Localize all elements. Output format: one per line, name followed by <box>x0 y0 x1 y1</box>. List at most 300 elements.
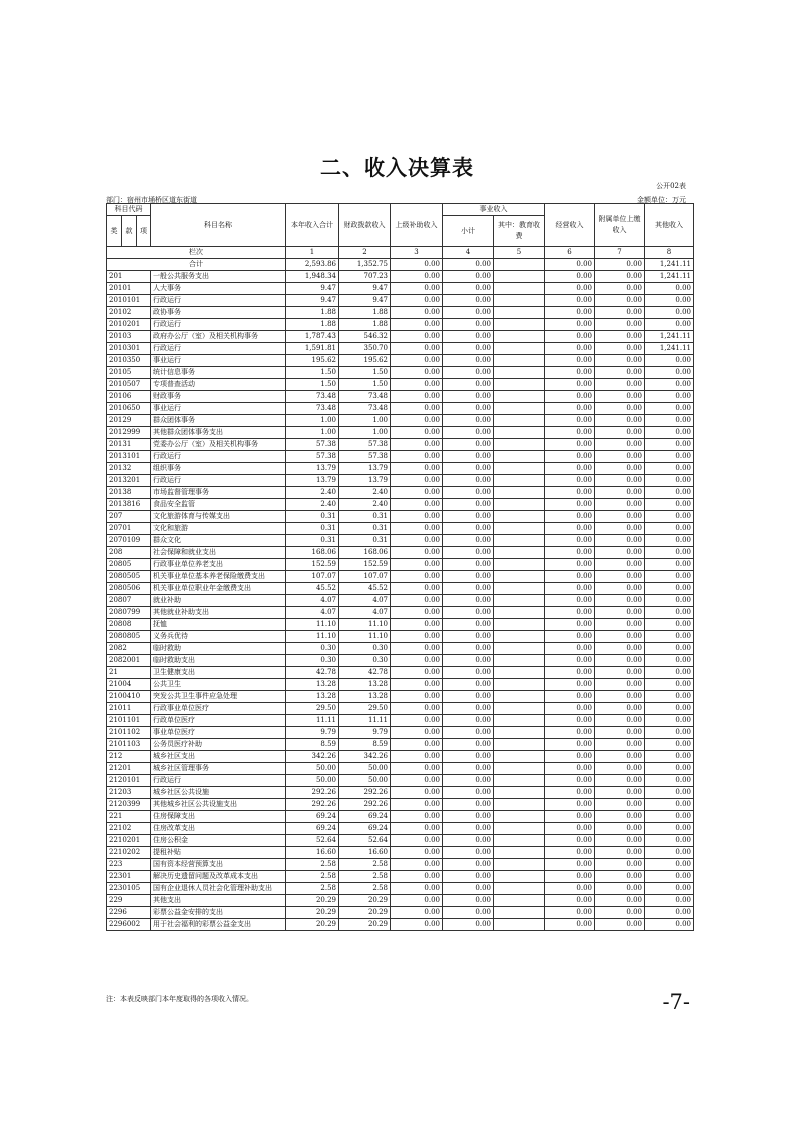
affiliated-income-cell: 0.00 <box>595 775 645 787</box>
subject-name-cell: 文化旅游体育与传媒支出 <box>151 511 286 523</box>
business-subtotal-cell: 0.00 <box>443 763 494 775</box>
other-income-cell: 0.00 <box>645 895 694 907</box>
total-cell: 0.00 <box>391 259 443 271</box>
education-fee-cell <box>494 631 545 643</box>
fiscal-appropriation-cell: 11.11 <box>339 715 391 727</box>
page-title: 二、收入决算表 <box>320 156 474 180</box>
education-fee-cell <box>494 751 545 763</box>
superior-subsidy-cell: 0.00 <box>391 751 443 763</box>
superior-subsidy-cell: 0.00 <box>391 847 443 859</box>
operating-income-cell: 0.00 <box>545 739 595 751</box>
affiliated-income-cell: 0.00 <box>595 319 645 331</box>
business-subtotal-cell: 0.00 <box>443 571 494 583</box>
business-subtotal-cell: 0.00 <box>443 367 494 379</box>
subject-name-cell: 提租补贴 <box>151 847 286 859</box>
subject-code-cell: 20103 <box>107 331 151 343</box>
subject-name-cell: 事业单位医疗 <box>151 727 286 739</box>
header-subject-name: 科目名称 <box>151 204 286 247</box>
affiliated-income-cell: 0.00 <box>595 847 645 859</box>
superior-subsidy-cell: 0.00 <box>391 667 443 679</box>
other-income-cell: 0.00 <box>645 631 694 643</box>
other-income-cell: 0.00 <box>645 379 694 391</box>
subject-name-cell: 城乡社区支出 <box>151 751 286 763</box>
subject-name-cell: 群众团体事务 <box>151 415 286 427</box>
header-other-income: 其他收入 <box>645 204 694 247</box>
fiscal-appropriation-cell: 8.59 <box>339 739 391 751</box>
header-lei: 类 <box>107 216 122 247</box>
affiliated-income-cell: 0.00 <box>595 679 645 691</box>
subject-name-cell: 机关事业单位基本养老保险缴费支出 <box>151 571 286 583</box>
operating-income-cell: 0.00 <box>545 427 595 439</box>
fiscal-appropriation-cell: 0.31 <box>339 511 391 523</box>
business-subtotal-cell: 0.00 <box>443 895 494 907</box>
total-cell: 1,241.11 <box>645 259 694 271</box>
affiliated-income-cell: 0.00 <box>595 811 645 823</box>
affiliated-income-cell: 0.00 <box>595 535 645 547</box>
total-income-cell: 50.00 <box>286 775 339 787</box>
operating-income-cell: 0.00 <box>545 799 595 811</box>
education-fee-cell <box>494 763 545 775</box>
superior-subsidy-cell: 0.00 <box>391 343 443 355</box>
business-subtotal-cell: 0.00 <box>443 583 494 595</box>
subject-name-cell: 市场监督管理事务 <box>151 487 286 499</box>
superior-subsidy-cell: 0.00 <box>391 835 443 847</box>
fiscal-appropriation-cell: 195.62 <box>339 355 391 367</box>
business-subtotal-cell: 0.00 <box>443 859 494 871</box>
business-subtotal-cell: 0.00 <box>443 619 494 631</box>
education-fee-cell <box>494 643 545 655</box>
business-subtotal-cell: 0.00 <box>443 379 494 391</box>
superior-subsidy-cell: 0.00 <box>391 799 443 811</box>
total-income-cell: 50.00 <box>286 763 339 775</box>
education-fee-cell <box>494 355 545 367</box>
education-fee-cell <box>494 595 545 607</box>
fiscal-appropriation-cell: 2.58 <box>339 871 391 883</box>
total-income-cell: 29.50 <box>286 703 339 715</box>
total-income-cell: 168.06 <box>286 547 339 559</box>
subject-code-cell: 21 <box>107 667 151 679</box>
education-fee-cell <box>494 499 545 511</box>
table-row <box>107 391 694 403</box>
affiliated-income-cell: 0.00 <box>595 379 645 391</box>
business-subtotal-cell: 0.00 <box>443 523 494 535</box>
affiliated-income-cell: 0.00 <box>595 871 645 883</box>
superior-subsidy-cell: 0.00 <box>391 367 443 379</box>
other-income-cell: 0.00 <box>645 775 694 787</box>
business-subtotal-cell: 0.00 <box>443 547 494 559</box>
fiscal-appropriation-cell: 73.48 <box>339 391 391 403</box>
affiliated-income-cell: 0.00 <box>595 439 645 451</box>
business-subtotal-cell: 0.00 <box>443 595 494 607</box>
fiscal-appropriation-cell: 342.26 <box>339 751 391 763</box>
affiliated-income-cell: 0.00 <box>595 283 645 295</box>
other-income-cell: 0.00 <box>645 511 694 523</box>
total-income-cell: 11.10 <box>286 619 339 631</box>
education-fee-cell <box>494 919 545 931</box>
total-income-cell: 9.47 <box>286 283 339 295</box>
subject-name-cell: 文化和旅游 <box>151 523 286 535</box>
subject-code-cell: 2101103 <box>107 739 151 751</box>
total-income-cell: 1.00 <box>286 415 339 427</box>
col-seq-number: 6 <box>545 247 595 259</box>
subject-name-cell: 住房保障支出 <box>151 811 286 823</box>
subject-name-cell: 行政事业单位养老支出 <box>151 559 286 571</box>
superior-subsidy-cell: 0.00 <box>391 523 443 535</box>
operating-income-cell: 0.00 <box>545 451 595 463</box>
education-fee-cell <box>494 691 545 703</box>
col-seq-label: 栏次 <box>107 247 286 259</box>
business-subtotal-cell: 0.00 <box>443 655 494 667</box>
other-income-cell: 0.00 <box>645 547 694 559</box>
operating-income-cell: 0.00 <box>545 643 595 655</box>
affiliated-income-cell: 0.00 <box>595 727 645 739</box>
superior-subsidy-cell: 0.00 <box>391 883 443 895</box>
business-subtotal-cell: 0.00 <box>443 679 494 691</box>
operating-income-cell: 0.00 <box>545 475 595 487</box>
other-income-cell: 0.00 <box>645 619 694 631</box>
education-fee-cell <box>494 415 545 427</box>
subject-code-cell: 20106 <box>107 391 151 403</box>
subject-code-cell: 223 <box>107 859 151 871</box>
subject-name-cell: 住房公积金 <box>151 835 286 847</box>
affiliated-income-cell: 0.00 <box>595 415 645 427</box>
affiliated-income-cell: 0.00 <box>595 463 645 475</box>
education-fee-cell <box>494 295 545 307</box>
subject-code-cell: 2010301 <box>107 343 151 355</box>
subject-code-cell: 2210202 <box>107 847 151 859</box>
affiliated-income-cell: 0.00 <box>595 799 645 811</box>
affiliated-income-cell: 0.00 <box>595 475 645 487</box>
fiscal-appropriation-cell: 42.78 <box>339 667 391 679</box>
table-row <box>107 787 694 799</box>
subject-code-cell: 20805 <box>107 559 151 571</box>
affiliated-income-cell: 0.00 <box>595 883 645 895</box>
affiliated-income-cell: 0.00 <box>595 607 645 619</box>
department-label: 部门：宿州市埇桥区道东街道 <box>106 196 197 204</box>
operating-income-cell: 0.00 <box>545 379 595 391</box>
amount-unit-label: 金额单位：万元 <box>637 196 686 204</box>
table-row <box>107 343 694 355</box>
education-fee-cell <box>494 895 545 907</box>
subject-code-cell: 2070109 <box>107 535 151 547</box>
subject-code-cell: 2010101 <box>107 295 151 307</box>
fiscal-appropriation-cell: 16.60 <box>339 847 391 859</box>
subject-code-cell: 20131 <box>107 439 151 451</box>
affiliated-income-cell: 0.00 <box>595 619 645 631</box>
subject-name-cell: 行政运行 <box>151 343 286 355</box>
header-business-income: 事业收入 <box>443 204 545 216</box>
operating-income-cell: 0.00 <box>545 499 595 511</box>
fiscal-appropriation-cell: 69.24 <box>339 823 391 835</box>
operating-income-cell: 0.00 <box>545 835 595 847</box>
fiscal-appropriation-cell: 2.40 <box>339 499 391 511</box>
other-income-cell: 0.00 <box>645 307 694 319</box>
business-subtotal-cell: 0.00 <box>443 727 494 739</box>
other-income-cell: 0.00 <box>645 559 694 571</box>
operating-income-cell: 0.00 <box>545 547 595 559</box>
education-fee-cell <box>494 463 545 475</box>
education-fee-cell <box>494 787 545 799</box>
subject-name-cell: 突发公共卫生事件应急处理 <box>151 691 286 703</box>
subject-code-cell: 229 <box>107 895 151 907</box>
operating-income-cell: 0.00 <box>545 691 595 703</box>
education-fee-cell <box>494 487 545 499</box>
operating-income-cell: 0.00 <box>545 487 595 499</box>
fiscal-appropriation-cell: 1.88 <box>339 307 391 319</box>
operating-income-cell: 0.00 <box>545 667 595 679</box>
subject-code-cell: 2010201 <box>107 319 151 331</box>
total-income-cell: 73.48 <box>286 391 339 403</box>
superior-subsidy-cell: 0.00 <box>391 811 443 823</box>
operating-income-cell: 0.00 <box>545 595 595 607</box>
total-income-cell: 13.79 <box>286 463 339 475</box>
total-cell <box>494 259 545 271</box>
subject-code-cell: 2010350 <box>107 355 151 367</box>
subject-code-cell: 2082 <box>107 643 151 655</box>
subject-code-cell: 2120399 <box>107 799 151 811</box>
superior-subsidy-cell: 0.00 <box>391 391 443 403</box>
subject-name-cell: 临时救助支出 <box>151 655 286 667</box>
business-subtotal-cell: 0.00 <box>443 871 494 883</box>
subject-name-cell: 群众文化 <box>151 535 286 547</box>
total-income-cell: 2.40 <box>286 499 339 511</box>
fiscal-appropriation-cell: 1.88 <box>339 319 391 331</box>
operating-income-cell: 0.00 <box>545 895 595 907</box>
subject-name-cell: 食品安全监管 <box>151 499 286 511</box>
superior-subsidy-cell: 0.00 <box>391 535 443 547</box>
subject-name-cell: 统计信息事务 <box>151 367 286 379</box>
total-income-cell: 4.07 <box>286 595 339 607</box>
total-income-cell: 2.58 <box>286 871 339 883</box>
total-income-cell: 9.47 <box>286 295 339 307</box>
education-fee-cell <box>494 667 545 679</box>
operating-income-cell: 0.00 <box>545 727 595 739</box>
operating-income-cell: 0.00 <box>545 439 595 451</box>
table-row <box>107 679 694 691</box>
table-row <box>107 595 694 607</box>
table-row <box>107 727 694 739</box>
business-subtotal-cell: 0.00 <box>443 823 494 835</box>
table-row <box>107 835 694 847</box>
subject-name-cell: 义务兵优待 <box>151 631 286 643</box>
fiscal-appropriation-cell: 52.64 <box>339 835 391 847</box>
table-row <box>107 895 694 907</box>
education-fee-cell <box>494 475 545 487</box>
superior-subsidy-cell: 0.00 <box>391 499 443 511</box>
education-fee-cell <box>494 835 545 847</box>
total-income-cell: 0.31 <box>286 535 339 547</box>
subject-name-cell: 临时救助 <box>151 643 286 655</box>
table-row <box>107 355 694 367</box>
other-income-cell: 0.00 <box>645 823 694 835</box>
education-fee-cell <box>494 823 545 835</box>
table-row <box>107 811 694 823</box>
other-income-cell: 0.00 <box>645 739 694 751</box>
affiliated-income-cell: 0.00 <box>595 859 645 871</box>
affiliated-income-cell: 0.00 <box>595 559 645 571</box>
total-label: 合计 <box>107 259 286 271</box>
education-fee-cell <box>494 883 545 895</box>
superior-subsidy-cell: 0.00 <box>391 727 443 739</box>
column-sequence-row <box>107 247 694 259</box>
table-row <box>107 715 694 727</box>
fiscal-appropriation-cell: 350.70 <box>339 343 391 355</box>
table-row <box>107 283 694 295</box>
col-seq-number: 3 <box>391 247 443 259</box>
other-income-cell: 0.00 <box>645 583 694 595</box>
affiliated-income-cell: 0.00 <box>595 343 645 355</box>
operating-income-cell: 0.00 <box>545 847 595 859</box>
subject-name-cell: 政协事务 <box>151 307 286 319</box>
business-subtotal-cell: 0.00 <box>443 391 494 403</box>
subject-code-cell: 221 <box>107 811 151 823</box>
table-row <box>107 607 694 619</box>
subject-name-cell: 财政事务 <box>151 391 286 403</box>
superior-subsidy-cell: 0.00 <box>391 655 443 667</box>
total-income-cell: 2.58 <box>286 883 339 895</box>
affiliated-income-cell: 0.00 <box>595 907 645 919</box>
fiscal-appropriation-cell: 20.29 <box>339 907 391 919</box>
table-row <box>107 331 694 343</box>
operating-income-cell: 0.00 <box>545 283 595 295</box>
subject-code-cell: 2082001 <box>107 655 151 667</box>
superior-subsidy-cell: 0.00 <box>391 691 443 703</box>
other-income-cell: 0.00 <box>645 355 694 367</box>
subject-name-cell: 国有企业退休人员社会化管理补助支出 <box>151 883 286 895</box>
superior-subsidy-cell: 0.00 <box>391 283 443 295</box>
header-operating-income: 经营收入 <box>545 204 595 247</box>
fiscal-appropriation-cell: 0.31 <box>339 523 391 535</box>
table-row <box>107 451 694 463</box>
affiliated-income-cell: 0.00 <box>595 835 645 847</box>
affiliated-income-cell: 0.00 <box>595 487 645 499</box>
subject-code-cell: 20808 <box>107 619 151 631</box>
total-income-cell: 1.50 <box>286 379 339 391</box>
fiscal-appropriation-cell: 50.00 <box>339 763 391 775</box>
fiscal-appropriation-cell: 57.38 <box>339 439 391 451</box>
affiliated-income-cell: 0.00 <box>595 547 645 559</box>
other-income-cell: 0.00 <box>645 871 694 883</box>
fiscal-appropriation-cell: 9.47 <box>339 295 391 307</box>
subject-name-cell: 其他支出 <box>151 895 286 907</box>
affiliated-income-cell: 0.00 <box>595 763 645 775</box>
superior-subsidy-cell: 0.00 <box>391 271 443 283</box>
operating-income-cell: 0.00 <box>545 319 595 331</box>
superior-subsidy-cell: 0.00 <box>391 919 443 931</box>
subject-name-cell: 事业运行 <box>151 355 286 367</box>
operating-income-cell: 0.00 <box>545 391 595 403</box>
business-subtotal-cell: 0.00 <box>443 475 494 487</box>
subject-code-cell: 21201 <box>107 763 151 775</box>
table-row <box>107 403 694 415</box>
other-income-cell: 0.00 <box>645 751 694 763</box>
subject-code-cell: 2013101 <box>107 451 151 463</box>
fiscal-appropriation-cell: 57.38 <box>339 451 391 463</box>
education-fee-cell <box>494 871 545 883</box>
table-note: 注：本表反映部门本年度取得的各项收入情况。 <box>106 995 253 1003</box>
affiliated-income-cell: 0.00 <box>595 919 645 931</box>
fiscal-appropriation-cell: 13.28 <box>339 691 391 703</box>
table-row <box>107 499 694 511</box>
fiscal-appropriation-cell: 13.28 <box>339 679 391 691</box>
other-income-cell: 0.00 <box>645 391 694 403</box>
table-row <box>107 439 694 451</box>
table-row <box>107 475 694 487</box>
operating-income-cell: 0.00 <box>545 871 595 883</box>
subject-code-cell: 21011 <box>107 703 151 715</box>
affiliated-income-cell: 0.00 <box>595 571 645 583</box>
total-cell: 0.00 <box>595 259 645 271</box>
subject-name-cell: 就业补助 <box>151 595 286 607</box>
subject-name-cell: 行政运行 <box>151 295 286 307</box>
affiliated-income-cell: 0.00 <box>595 787 645 799</box>
business-subtotal-cell: 0.00 <box>443 499 494 511</box>
business-subtotal-cell: 0.00 <box>443 883 494 895</box>
page-number: -7- <box>662 990 690 1014</box>
fiscal-appropriation-cell: 13.79 <box>339 475 391 487</box>
education-fee-cell <box>494 367 545 379</box>
affiliated-income-cell: 0.00 <box>595 331 645 343</box>
operating-income-cell: 0.00 <box>545 463 595 475</box>
education-fee-cell <box>494 427 545 439</box>
operating-income-cell: 0.00 <box>545 907 595 919</box>
fiscal-appropriation-cell: 707.23 <box>339 271 391 283</box>
total-income-cell: 1.50 <box>286 367 339 379</box>
subject-code-cell: 2013816 <box>107 499 151 511</box>
total-income-cell: 0.31 <box>286 523 339 535</box>
superior-subsidy-cell: 0.00 <box>391 571 443 583</box>
table-row <box>107 763 694 775</box>
superior-subsidy-cell: 0.00 <box>391 739 443 751</box>
subject-name-cell: 专项普查活动 <box>151 379 286 391</box>
education-fee-cell <box>494 535 545 547</box>
total-income-cell: 9.79 <box>286 727 339 739</box>
education-fee-cell <box>494 391 545 403</box>
subject-code-cell: 2010507 <box>107 379 151 391</box>
subject-name-cell: 彩票公益金安排的支出 <box>151 907 286 919</box>
total-income-cell: 1,591.81 <box>286 343 339 355</box>
subject-code-cell: 2101101 <box>107 715 151 727</box>
subject-name-cell: 用于社会福利的彩票公益金支出 <box>151 919 286 931</box>
other-income-cell: 0.00 <box>645 847 694 859</box>
education-fee-cell <box>494 907 545 919</box>
other-income-cell: 0.00 <box>645 835 694 847</box>
fiscal-appropriation-cell: 13.79 <box>339 463 391 475</box>
subject-name-cell: 行政事业单位医疗 <box>151 703 286 715</box>
superior-subsidy-cell: 0.00 <box>391 547 443 559</box>
other-income-cell: 0.00 <box>645 475 694 487</box>
total-income-cell: 42.78 <box>286 667 339 679</box>
subject-name-cell: 政府办公厅（室）及相关机构事务 <box>151 331 286 343</box>
operating-income-cell: 0.00 <box>545 535 595 547</box>
header-kuan: 款 <box>122 216 137 247</box>
subject-code-cell: 21203 <box>107 787 151 799</box>
business-subtotal-cell: 0.00 <box>443 295 494 307</box>
superior-subsidy-cell: 0.00 <box>391 307 443 319</box>
education-fee-cell <box>494 559 545 571</box>
table-row <box>107 559 694 571</box>
fiscal-appropriation-cell: 1.00 <box>339 427 391 439</box>
affiliated-income-cell: 0.00 <box>595 703 645 715</box>
fiscal-appropriation-cell: 1.50 <box>339 379 391 391</box>
total-income-cell: 2.40 <box>286 487 339 499</box>
other-income-cell: 0.00 <box>645 811 694 823</box>
table-row <box>107 823 694 835</box>
education-fee-cell <box>494 811 545 823</box>
superior-subsidy-cell: 0.00 <box>391 643 443 655</box>
header-superior-subsidy: 上级补助收入 <box>391 204 443 247</box>
affiliated-income-cell: 0.00 <box>595 655 645 667</box>
